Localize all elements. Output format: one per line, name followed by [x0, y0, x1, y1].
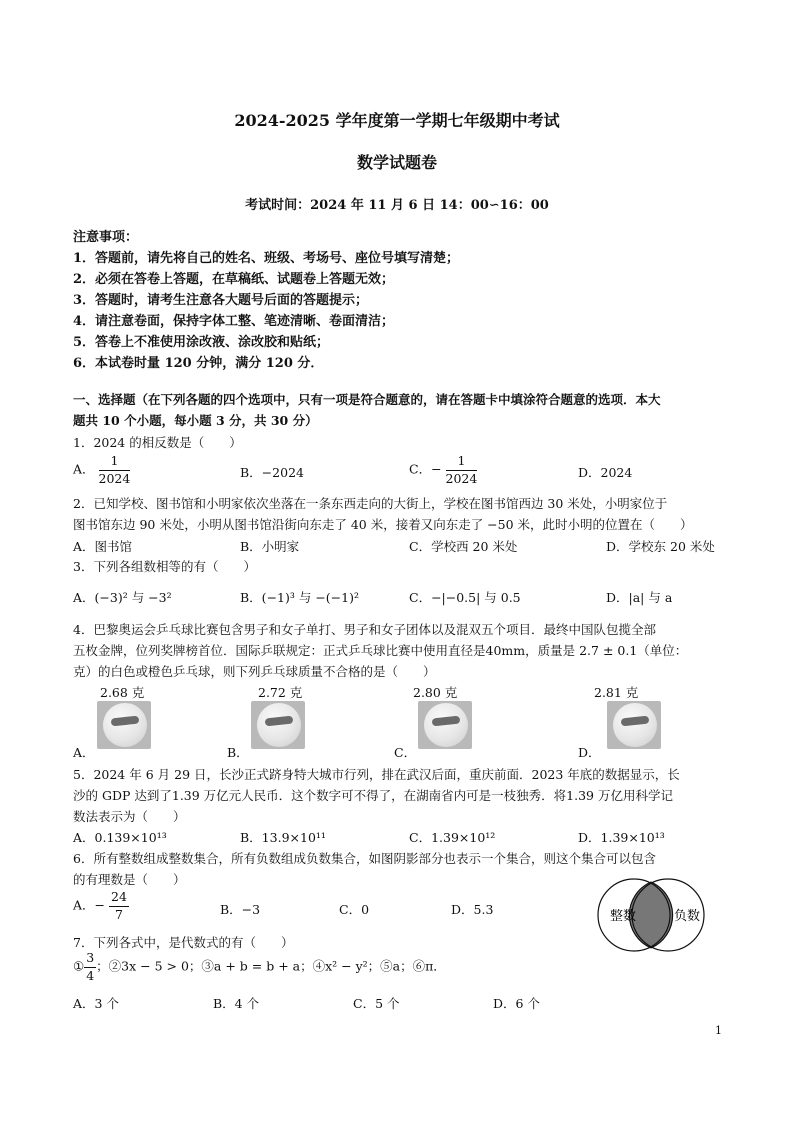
- fraction: $\frac{1}{2024}$: [445, 453, 478, 486]
- q7-stem: 7．下列各式中，是代数式的有（ ）: [73, 935, 294, 950]
- section-heading-line2: 题共 10 个小题，每小题 3 分，共 30 分）: [73, 413, 318, 428]
- q1-stem: 1．2024 的相反数是（ ）: [73, 435, 242, 450]
- page-number: 1: [715, 1024, 722, 1037]
- q2-stem-line1: 2．已知学校、图书馆和小明家依次坐落在一条东西走向的大街上，学校在图书馆西边 30 米处，小明家位于: [73, 496, 668, 511]
- note-item: 6．本试卷时量 120 分钟，满分 120 分．: [73, 356, 324, 371]
- note-item: 2．必须在答卷上答题，在草稿纸、试题卷上答题无效；: [73, 272, 395, 287]
- q4-option-a-weight: 2.68 克: [100, 685, 145, 700]
- q6-option-b: B．−3: [220, 902, 261, 917]
- q3-option-c: C．−|−0.5| 与 0.5: [409, 590, 521, 605]
- q4-option-b-weight: 2.72 克: [258, 685, 303, 700]
- ping-pong-ball-image: [607, 701, 661, 749]
- fraction: $\frac{24}{7}$: [111, 889, 127, 922]
- exam-subtitle: 数学试题卷: [356, 153, 437, 172]
- ping-pong-ball-image: [97, 701, 151, 749]
- q4-stem-line2: 五枚金牌，位列奖牌榜首位．国际乒联规定：正式乒乓球比赛中使用直径是40mm，质量是 2.7 ± 0.1（单位：: [73, 643, 688, 658]
- q6-stem-line2: 的有理数是（ ）: [73, 872, 186, 887]
- ping-pong-ball-image: [418, 701, 472, 749]
- q6-option-a: A．− $\frac{24}{7}$: [73, 889, 127, 922]
- section-heading-line1: 一、选择题（在下列各题的四个选项中，只有一项是符合题意的，请在答题卡中填涂符合题意的选项．本大: [73, 392, 661, 407]
- q4-option-d-label: D．: [578, 745, 601, 760]
- q7-items: ① $\frac{3}{4}$ ；②3x − 5 > 0；③a + b = b + a；④x² − y²；⑤a；⑥π．: [73, 950, 446, 983]
- q1-option-b: B．−2024: [240, 465, 304, 480]
- q4-option-b-label: B．: [227, 745, 249, 760]
- q4-option-d-weight: 2.81 克: [594, 685, 639, 700]
- fraction: $\frac{3}{4}$: [86, 950, 95, 983]
- venn-diagram: [594, 874, 728, 956]
- q3-option-b: B．(−1)³ 与 −(−1)²: [240, 590, 359, 605]
- q6-stem-line1: 6．所有整数组成整数集合，所有负数组成负数集合，如图阴影部分也表示一个集合，则这个集合可以包含: [73, 851, 656, 866]
- q2-option-d: D．学校东 20 米处: [606, 539, 715, 554]
- q4-stem-line3: 克）的白色或橙色乒乓球，则下列乒乓球质量不合格的是（ ）: [73, 664, 436, 679]
- fraction: $\frac{1}{2024}$: [98, 453, 131, 486]
- q5-option-b: B．13.9×10¹¹: [240, 830, 326, 845]
- q1-option-c: C．− $\frac{1}{2024}$: [409, 453, 478, 486]
- ping-pong-ball-image: [251, 701, 305, 749]
- q5-stem-line3: 数法表示为（ ）: [73, 809, 186, 824]
- venn-label-negatives: 负数: [674, 908, 701, 923]
- q3-option-d: D．|a| 与 a: [606, 590, 673, 605]
- q7-option-b: B．4 个: [213, 996, 260, 1011]
- note-item: 3．答题时，请考生注意各大题号后面的答题提示；: [73, 293, 369, 308]
- q2-option-b: B．小明家: [240, 539, 300, 554]
- q1-option-a: A． $\frac{1}{2024}$: [73, 453, 131, 486]
- q6-option-d: D．5.3: [451, 902, 494, 917]
- notes-heading: 注意事项：: [73, 230, 139, 245]
- q4-option-c-label: C．: [394, 745, 417, 760]
- q5-option-a: A．0.139×10¹³: [73, 830, 167, 845]
- q2-option-a: A．图书馆: [73, 539, 133, 554]
- q5-stem-line1: 5．2024 年 6 月 29 日，长沙正式跻身特大城市行列，排在武汉后面，重庆前面．2023 年底的数据显示，长: [73, 767, 680, 782]
- q4-option-a-label: A．: [73, 745, 95, 760]
- note-item: 5．答卷上不准使用涂改液、涂改胶和贴纸；: [73, 335, 330, 350]
- exam-time: 考试时间：2024 年 11 月 6 日 14：00∽16：00: [245, 198, 549, 213]
- note-item: 4．请注意卷面，保持字体工整、笔迹清晰、卷面清洁；: [73, 314, 395, 329]
- q3-stem: 3．下列各组数相等的有（ ）: [73, 559, 256, 574]
- q2-option-c: C．学校西 20 米处: [409, 539, 518, 554]
- q4-stem-line1: 4．巴黎奥运会乒乓球比赛包含男子和女子单打、男子和女子团体以及混双五个项目．最终中国队包揽全部: [73, 622, 656, 637]
- q4-option-c-weight: 2.80 克: [413, 685, 458, 700]
- note-item: 1．答题前，请先将自己的姓名、班级、考场号、座位号填写清楚；: [73, 251, 460, 266]
- q5-option-c: C．1.39×10¹²: [409, 830, 496, 845]
- q5-option-d: D．1.39×10¹³: [578, 830, 665, 845]
- q1-option-d: D．2024: [578, 465, 633, 480]
- q7-option-c: C．5 个: [353, 996, 400, 1011]
- q2-stem-line2: 图书馆东边 90 米处，小明从图书馆沿街向东走了 40 米，接着又向东走了 −50 米，此时小明的位置在（ ）: [73, 517, 693, 532]
- venn-label-integers: 整数: [610, 908, 637, 923]
- q3-option-a: A．(−3)² 与 −3²: [73, 590, 172, 605]
- q7-option-a: A．3 个: [73, 996, 119, 1011]
- q6-option-c: C．0: [339, 902, 370, 917]
- q5-stem-line2: 沙的 GDP 达到了1.39 万亿元人民币．这个数字可不得了，在湖南省内可是一枝独秀．将1.39 万亿用科学记: [73, 788, 673, 803]
- exam-title: 2024-2025 学年度第一学期七年级期中考试: [234, 111, 560, 130]
- q7-option-d: D．6 个: [493, 996, 540, 1011]
